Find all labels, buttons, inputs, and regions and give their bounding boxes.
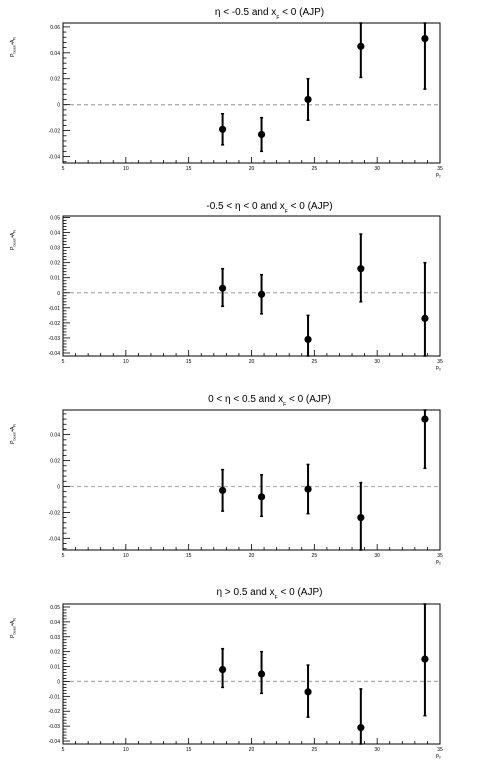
y-tick-label: 0.02 <box>50 458 60 465</box>
x-tick-label: 5 <box>61 359 65 365</box>
chart-panel-1 <box>10 7 443 179</box>
data-point <box>421 315 428 322</box>
y-axis-label-subscript-2: N <box>12 618 17 621</box>
chart-title-main: 0 < η < 0.5 and x <box>208 394 284 405</box>
y-axis-label-subscript-2: N <box>12 230 17 233</box>
data-point <box>421 656 428 663</box>
x-axis-label-main: p <box>436 753 439 759</box>
x-tick-label: 35 <box>437 747 443 753</box>
x-tick-label: 30 <box>374 747 380 753</box>
data-point <box>421 35 428 42</box>
plot-frame <box>63 410 440 550</box>
y-tick-label: -0.02 <box>48 128 60 135</box>
x-axis-label <box>436 753 442 760</box>
x-axis-label-main: p <box>436 172 439 178</box>
y-axis-label-main: P <box>10 440 16 444</box>
data-point <box>304 96 311 103</box>
data-point <box>304 336 311 343</box>
x-tick-label: 5 <box>61 747 65 753</box>
y-tick-label: -0.01 <box>48 305 60 312</box>
y-tick-label: -0.04 <box>48 536 60 543</box>
y-tick-label: 0.04 <box>50 50 60 57</box>
plot-frame <box>63 216 440 356</box>
y-axis-label-main: P <box>10 246 16 250</box>
y-tick-label: 0.04 <box>50 619 60 626</box>
x-tick-label: 20 <box>248 166 255 172</box>
y-axis-label-subscript: beam <box>12 431 17 441</box>
chart-title <box>206 201 332 215</box>
x-tick-label: 10 <box>123 553 129 559</box>
x-axis-label-subscript: T <box>438 561 442 566</box>
chart-panel-2 <box>10 201 443 372</box>
data-point <box>357 724 364 731</box>
data-point <box>357 514 364 521</box>
y-tick-label: -0.03 <box>48 335 60 342</box>
chart-panel-3 <box>10 394 443 566</box>
y-tick-label: -0.04 <box>48 154 60 161</box>
data-point <box>258 131 265 138</box>
x-tick-label: 20 <box>248 553 255 559</box>
x-tick-label: 35 <box>437 359 443 365</box>
x-tick-label: 35 <box>437 553 443 559</box>
y-tick-label: 0.02 <box>50 76 60 83</box>
x-axis-label-subscript: T <box>438 367 442 372</box>
y-axis-label-middle: •A <box>10 426 16 432</box>
chart-title <box>215 7 324 21</box>
y-axis-label-middle: •A <box>10 620 16 626</box>
chart-title-subscript: F <box>276 15 280 21</box>
y-axis-label-subscript-2: N <box>12 37 17 40</box>
y-axis-label-middle: •A <box>10 232 16 238</box>
data-point <box>357 265 364 272</box>
x-tick-label: 35 <box>437 166 443 172</box>
y-tick-label: 0 <box>57 679 60 686</box>
chart-title-rest: < 0 (AJP) <box>277 587 323 598</box>
y-tick-label: 0 <box>57 484 60 491</box>
y-tick-label: -0.02 <box>48 709 60 716</box>
chart-title <box>208 394 331 408</box>
y-axis-label-subscript: beam <box>12 237 17 247</box>
y-tick-label: 0.03 <box>50 245 60 252</box>
y-tick-label: -0.02 <box>48 510 60 517</box>
y-axis-label-middle: •A <box>10 39 16 45</box>
x-tick-label: 20 <box>248 359 255 365</box>
y-tick-label: 0.02 <box>50 260 60 267</box>
x-tick-label: 10 <box>123 359 129 365</box>
x-tick-label: 25 <box>311 359 318 365</box>
y-tick-label: -0.03 <box>48 724 60 731</box>
y-axis-label-subscript-2: N <box>12 424 17 427</box>
y-tick-label: 0 <box>57 102 60 109</box>
x-axis-label <box>436 365 442 372</box>
chart-panel-4 <box>10 587 443 760</box>
x-tick-label: 20 <box>248 747 255 753</box>
y-axis-label <box>10 618 17 638</box>
data-point <box>304 688 311 695</box>
chart-title-rest: < 0 (AJP) <box>279 7 325 18</box>
y-tick-label: -0.04 <box>48 739 60 746</box>
x-axis-label-subscript: T <box>438 755 442 760</box>
data-point <box>258 670 265 677</box>
y-axis-label <box>10 424 17 444</box>
plot-frame <box>63 23 440 163</box>
y-tick-label: 0.05 <box>50 604 60 611</box>
y-tick-label: 0.04 <box>50 432 60 439</box>
x-axis-label-subscript: T <box>438 174 442 179</box>
y-axis-label-main: P <box>10 634 16 638</box>
y-tick-label: 0.02 <box>50 649 60 656</box>
y-tick-label: -0.02 <box>48 320 60 327</box>
y-tick-label: 0.01 <box>50 275 60 282</box>
y-axis-label <box>10 37 17 57</box>
chart-title-main: -0.5 < η < 0 and x <box>206 201 285 212</box>
data-point <box>421 415 428 422</box>
plot-frame <box>63 604 440 744</box>
x-tick-label: 15 <box>185 359 192 365</box>
y-tick-label: 0.01 <box>50 664 60 671</box>
data-point <box>219 666 226 673</box>
x-tick-label: 30 <box>374 553 380 559</box>
data-point <box>219 487 226 494</box>
x-tick-label: 5 <box>61 166 65 172</box>
chart-title-rest: < 0 (AJP) <box>286 394 331 405</box>
x-tick-label: 25 <box>311 553 318 559</box>
x-tick-label: 30 <box>374 359 380 365</box>
y-axis-label <box>10 230 17 250</box>
chart-title-subscript: F <box>283 402 287 408</box>
y-axis-label-subscript: beam <box>12 44 17 54</box>
chart-title-rest: < 0 (AJP) <box>287 201 333 212</box>
x-axis-label <box>436 559 442 566</box>
data-point <box>219 126 226 133</box>
chart-title-subscript: F <box>274 595 278 601</box>
x-tick-label: 25 <box>311 747 318 753</box>
y-axis-label-main: P <box>10 53 16 57</box>
y-axis-label-subscript: beam <box>12 625 17 635</box>
x-tick-label: 10 <box>123 747 129 753</box>
x-tick-label: 15 <box>185 166 192 172</box>
x-axis-label <box>436 172 442 179</box>
data-point <box>357 43 364 50</box>
data-point <box>304 485 311 492</box>
chart-title-main: η > 0.5 and x <box>216 587 275 598</box>
x-tick-label: 25 <box>311 166 318 172</box>
y-tick-label: -0.04 <box>48 350 60 357</box>
data-point <box>258 291 265 298</box>
x-tick-label: 10 <box>123 166 129 172</box>
x-axis-label-main: p <box>436 559 439 565</box>
y-tick-label: 0.03 <box>50 634 60 641</box>
data-point <box>258 493 265 500</box>
y-tick-label: 0.05 <box>50 215 60 222</box>
y-tick-label: 0.04 <box>50 230 60 237</box>
x-tick-label: 30 <box>374 166 380 172</box>
chart-title-main: η < -0.5 and x <box>214 7 277 18</box>
x-tick-label: 15 <box>185 747 192 753</box>
chart-title <box>217 587 323 601</box>
y-tick-label: 0 <box>57 290 60 297</box>
x-tick-label: 5 <box>61 553 65 559</box>
data-point <box>219 285 226 292</box>
y-tick-label: 0.06 <box>50 24 60 31</box>
x-tick-label: 15 <box>185 553 192 559</box>
chart-title-subscript: F <box>284 209 288 215</box>
x-axis-label-main: p <box>436 365 439 371</box>
y-tick-label: -0.01 <box>48 694 60 701</box>
